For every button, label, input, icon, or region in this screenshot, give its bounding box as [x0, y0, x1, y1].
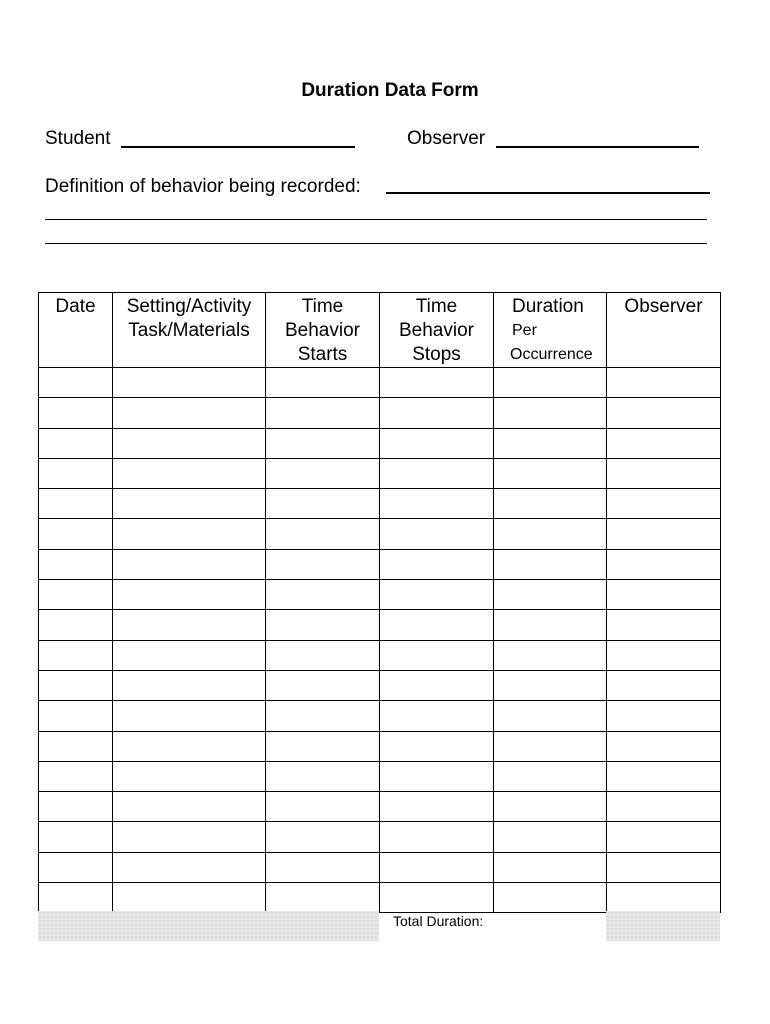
table-cell[interactable]: [113, 670, 266, 700]
table-cell[interactable]: [266, 368, 380, 398]
table-cell[interactable]: [380, 519, 494, 549]
table-cell[interactable]: [266, 852, 380, 882]
table-cell[interactable]: [266, 610, 380, 640]
table-cell[interactable]: [607, 761, 721, 791]
header-setting: [113, 293, 266, 368]
table-cell[interactable]: [494, 398, 607, 428]
duration-table: [38, 292, 721, 913]
table-cell[interactable]: [494, 852, 607, 882]
table-cell[interactable]: [607, 792, 721, 822]
table-row: [39, 428, 721, 458]
table-cell[interactable]: [380, 489, 494, 519]
table-cell[interactable]: [494, 670, 607, 700]
table-cell[interactable]: [607, 640, 721, 670]
table-cell[interactable]: [494, 458, 607, 488]
table-cell[interactable]: [39, 489, 113, 519]
table-cell[interactable]: [39, 761, 113, 791]
definition-label: Definition of behavior being recorded:: [45, 176, 361, 197]
table-cell[interactable]: [607, 519, 721, 549]
table-cell[interactable]: [494, 701, 607, 731]
table-cell[interactable]: [39, 852, 113, 882]
header-start-line1: Time: [301, 296, 344, 317]
form-title: Duration Data Form: [301, 80, 479, 101]
table-cell[interactable]: [494, 428, 607, 458]
table-cell[interactable]: [607, 428, 721, 458]
definition-field[interactable]: [386, 192, 710, 194]
table-cell[interactable]: [113, 549, 266, 579]
table-cell[interactable]: [113, 610, 266, 640]
header-date-label: Date: [55, 296, 96, 317]
table-cell[interactable]: [39, 398, 113, 428]
table-cell[interactable]: [494, 883, 607, 913]
table-cell[interactable]: [607, 731, 721, 761]
table-cell[interactable]: [266, 580, 380, 610]
table-row: [39, 398, 721, 428]
table-cell[interactable]: [266, 792, 380, 822]
table-cell[interactable]: [39, 701, 113, 731]
table-cell[interactable]: [266, 549, 380, 579]
table-cell[interactable]: [607, 883, 721, 913]
header-observer: [607, 293, 721, 368]
table-cell[interactable]: [380, 428, 494, 458]
table-cell[interactable]: [380, 549, 494, 579]
table-cell[interactable]: [113, 489, 266, 519]
table-cell[interactable]: [494, 640, 607, 670]
header-duration-line2: Per: [512, 322, 537, 339]
table-row: [39, 368, 721, 398]
table-row: [39, 670, 721, 700]
header-duration-line3: Occurrence: [510, 346, 593, 363]
table-cell[interactable]: [607, 458, 721, 488]
table-cell[interactable]: [113, 883, 266, 913]
table-row: [39, 640, 721, 670]
header-setting-line2: Task/Materials: [128, 320, 250, 341]
table-cell[interactable]: [39, 792, 113, 822]
table-cell[interactable]: [607, 398, 721, 428]
header-stop-line2: Behavior: [399, 320, 474, 341]
definition-line-3[interactable]: [45, 243, 707, 244]
table-row: [39, 519, 721, 549]
table-row: [39, 580, 721, 610]
table-cell[interactable]: [494, 761, 607, 791]
table-cell[interactable]: [266, 701, 380, 731]
header-setting-line1: Setting/Activity: [126, 296, 252, 317]
header-time-starts: [266, 293, 380, 368]
table-cell[interactable]: [113, 458, 266, 488]
table-cell[interactable]: [266, 398, 380, 428]
table-cell[interactable]: [266, 670, 380, 700]
header-start-line3: Starts: [297, 344, 348, 365]
table-row: [39, 883, 721, 913]
table-cell[interactable]: [494, 580, 607, 610]
header-time-stops: [380, 293, 494, 368]
table-cell[interactable]: [607, 670, 721, 700]
header-observer-label: Observer: [624, 296, 703, 317]
table-cell[interactable]: [494, 368, 607, 398]
header-duration: [494, 293, 607, 368]
table-cell[interactable]: [380, 580, 494, 610]
table-row: [39, 761, 721, 791]
observer-field[interactable]: [496, 146, 699, 148]
table-cell[interactable]: [607, 610, 721, 640]
table-cell[interactable]: [380, 458, 494, 488]
header-date: [39, 293, 113, 368]
table-cell[interactable]: [39, 610, 113, 640]
table-cell[interactable]: [494, 731, 607, 761]
table-cell[interactable]: [266, 883, 380, 913]
table-cell[interactable]: [607, 701, 721, 731]
table-row: [39, 852, 721, 882]
table-cell[interactable]: [39, 368, 113, 398]
table-cell[interactable]: [113, 822, 266, 852]
table-cell[interactable]: [39, 519, 113, 549]
table-cell[interactable]: [113, 428, 266, 458]
table-body: [39, 368, 721, 913]
table-cell[interactable]: [266, 428, 380, 458]
table-cell[interactable]: [494, 610, 607, 640]
table-cell[interactable]: [39, 731, 113, 761]
header-stop-line1: Time: [415, 296, 458, 317]
table-cell[interactable]: [39, 458, 113, 488]
table-cell[interactable]: [113, 701, 266, 731]
table-cell[interactable]: [380, 701, 494, 731]
header-duration-line1: Duration: [512, 296, 584, 317]
table-cell[interactable]: [607, 822, 721, 852]
table-cell[interactable]: [266, 458, 380, 488]
table-cell[interactable]: [266, 640, 380, 670]
student-label: Student: [45, 128, 111, 149]
table-cell[interactable]: [113, 792, 266, 822]
table-cell[interactable]: [113, 580, 266, 610]
table-cell[interactable]: [113, 731, 266, 761]
table-cell[interactable]: [494, 489, 607, 519]
table-row: [39, 549, 721, 579]
table-row: [39, 701, 721, 731]
shaded-cell-right: [606, 911, 720, 941]
table-cell[interactable]: [380, 883, 494, 913]
table-cell[interactable]: [380, 731, 494, 761]
table-row: [39, 458, 721, 488]
table-cell[interactable]: [380, 761, 494, 791]
table-cell[interactable]: [39, 883, 113, 913]
table-cell[interactable]: [39, 822, 113, 852]
observer-label: Observer: [407, 128, 486, 149]
total-duration-label: Total Duration:: [393, 913, 484, 929]
table-row: [39, 731, 721, 761]
table-row: [39, 822, 721, 852]
table-cell[interactable]: [380, 368, 494, 398]
table-cell[interactable]: [113, 368, 266, 398]
table-cell[interactable]: [113, 761, 266, 791]
shaded-cell-left: [38, 911, 379, 941]
table-cell[interactable]: [39, 549, 113, 579]
table-cell[interactable]: [266, 519, 380, 549]
table-cell[interactable]: [39, 640, 113, 670]
table-cell[interactable]: [494, 549, 607, 579]
table-cell[interactable]: [494, 792, 607, 822]
table-cell[interactable]: [380, 398, 494, 428]
table-cell[interactable]: [607, 852, 721, 882]
table-row: [39, 610, 721, 640]
table-cell[interactable]: [380, 610, 494, 640]
table-cell[interactable]: [494, 822, 607, 852]
table-cell[interactable]: [607, 549, 721, 579]
table-cell[interactable]: [39, 670, 113, 700]
table-cell[interactable]: [380, 640, 494, 670]
table-cell[interactable]: [266, 822, 380, 852]
table-cell[interactable]: [494, 519, 607, 549]
table-row: [39, 792, 721, 822]
table-cell[interactable]: [380, 852, 494, 882]
header-stop-line3: Stops: [412, 344, 461, 365]
table-cell[interactable]: [266, 731, 380, 761]
table-header-row: [39, 293, 721, 368]
table-cell[interactable]: [266, 489, 380, 519]
table-cell[interactable]: [113, 640, 266, 670]
table-cell[interactable]: [607, 368, 721, 398]
student-field[interactable]: [121, 146, 355, 148]
table-cell[interactable]: [39, 580, 113, 610]
table-cell[interactable]: [607, 489, 721, 519]
table-row: [39, 489, 721, 519]
table-cell[interactable]: [380, 792, 494, 822]
header-start-line2: Behavior: [285, 320, 360, 341]
table-cell[interactable]: [113, 398, 266, 428]
table-cell[interactable]: [113, 519, 266, 549]
table-cell[interactable]: [380, 822, 494, 852]
table-cell[interactable]: [607, 580, 721, 610]
table-cell[interactable]: [113, 852, 266, 882]
table-cell[interactable]: [380, 670, 494, 700]
definition-line-2[interactable]: [45, 219, 707, 220]
table-cell[interactable]: [266, 761, 380, 791]
table-cell[interactable]: [39, 428, 113, 458]
